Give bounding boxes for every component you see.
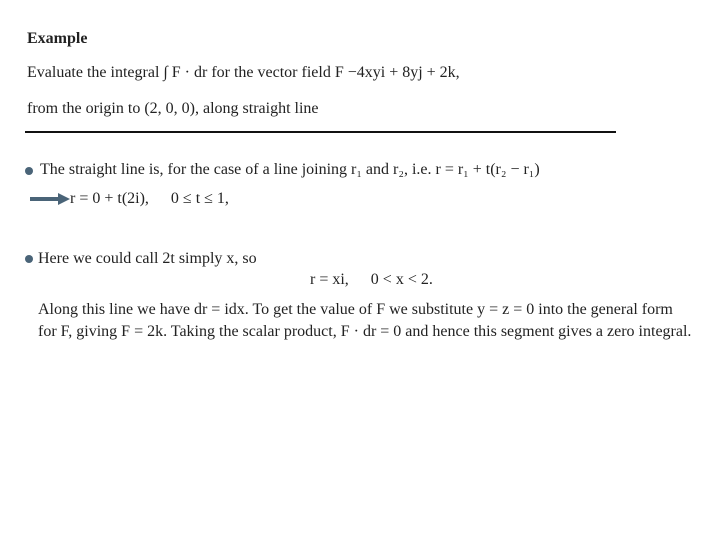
explanation-line-2: for F, giving F = 2k. Taking the scalar product, F · dr = 0 and hence this segment gives a zero integral. bbox=[38, 323, 692, 340]
bullet-text-2: Here we could call 2t simply x, so bbox=[38, 250, 257, 267]
bullet-text-1: The straight line is, for the case of a line joining r₁ and r₂, i.e. r = r₁ + t(r₂ − r₁) bbox=[40, 161, 540, 178]
right-arrow-icon bbox=[30, 193, 70, 205]
parameter-range: 0 ≤ t ≤ 1, bbox=[170, 190, 229, 207]
bullet-icon bbox=[25, 255, 33, 263]
line-parametrization bbox=[70, 190, 229, 208]
parametrization-equation: r = 0 + t(2i), bbox=[70, 190, 149, 207]
bullet-icon bbox=[25, 167, 33, 175]
divider bbox=[25, 131, 616, 133]
explanation-line-1: Along this line we have dr = idx. To get the value of F we substitute y = z = 0 into the general form bbox=[38, 301, 673, 318]
simplified-range: 0 < x < 2. bbox=[370, 271, 433, 288]
page-title: Example bbox=[27, 30, 88, 47]
simplified-parametrization bbox=[310, 271, 433, 289]
simplified-equation: r = xi, bbox=[310, 271, 349, 288]
problem-statement-line-2: from the origin to (2, 0, 0), along straight line bbox=[27, 100, 319, 117]
problem-statement-line-1: Evaluate the integral ∫ F · dr for the vector field F −4xyi + 8yj + 2k, bbox=[27, 64, 460, 81]
